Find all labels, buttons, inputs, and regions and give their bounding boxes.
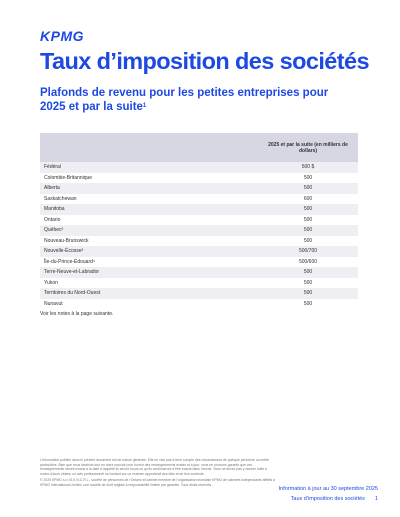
jurisdiction-cell: Terre-Neuve-et-Labrador bbox=[40, 267, 258, 278]
notes-reference: Voir les notes à la page suivante. bbox=[40, 311, 114, 317]
threshold-value-cell: 500 bbox=[258, 236, 358, 247]
table-row bbox=[40, 204, 358, 215]
kpmg-logo: KPMG bbox=[40, 28, 84, 44]
jurisdiction-cell: Québec² bbox=[40, 225, 258, 236]
table-row bbox=[40, 257, 358, 268]
table-row bbox=[40, 215, 358, 226]
table-row bbox=[40, 299, 358, 310]
table-row bbox=[40, 246, 358, 257]
jurisdiction-cell: Nouveau-Brunswick bbox=[40, 236, 258, 247]
table-body bbox=[40, 162, 358, 309]
threshold-value-cell: 500 bbox=[258, 299, 358, 310]
jurisdiction-cell: Saskatchewan bbox=[40, 194, 258, 205]
threshold-value-cell: 500 bbox=[258, 267, 358, 278]
table-header-row bbox=[40, 133, 358, 162]
page-number: 1 bbox=[374, 496, 378, 502]
threshold-value-cell: 500 bbox=[258, 278, 358, 289]
table-row bbox=[40, 194, 358, 205]
copyright-paragraph: © 2025 KPMG s.r.l./S.E.N.C.R.L., société de personnes de l’Ontario et cabinet membre de l’organisation mondiale KPMG de cabinets indépendants affiliés à KPMG International Limited, une société de droit anglais à responsabilité limitée par garantie. Tous droits réservés. bbox=[40, 478, 276, 487]
jurisdiction-cell: Ontario bbox=[40, 215, 258, 226]
footer-title: Taux d’imposition des sociétés bbox=[290, 496, 365, 502]
jurisdiction-cell: Yukon bbox=[40, 278, 258, 289]
page-title: Taux d’imposition des sociétés bbox=[40, 48, 369, 74]
table-row bbox=[40, 278, 358, 289]
table-row bbox=[40, 225, 358, 236]
subtitle-text: Plafonds de revenu pour les petites entreprises pour 2025 et par la suite bbox=[40, 87, 329, 113]
disclaimer bbox=[40, 458, 275, 490]
table-row bbox=[40, 183, 358, 194]
threshold-value-cell: 500/700 bbox=[258, 246, 358, 257]
jurisdiction-cell: Nunavut bbox=[40, 299, 258, 310]
table-row bbox=[40, 267, 358, 278]
threshold-value-cell: 500 bbox=[258, 215, 358, 226]
jurisdiction-cell: Fédéral bbox=[40, 162, 258, 173]
table-row bbox=[40, 288, 358, 299]
jurisdiction-cell: Manitoba bbox=[40, 204, 258, 215]
jurisdiction-cell: Alberta bbox=[40, 183, 258, 194]
jurisdiction-column-header bbox=[40, 133, 258, 162]
threshold-value-cell: 600 bbox=[258, 194, 358, 205]
footer-date: Information à jour au 30 septembre 2025 bbox=[278, 486, 378, 492]
table-row bbox=[40, 173, 358, 184]
year-column-header: 2025 et par la suite (en milliers de dollars) bbox=[258, 133, 358, 162]
table-row bbox=[40, 236, 358, 247]
page-subtitle bbox=[40, 86, 340, 114]
jurisdiction-cell: Colombie-Britannique bbox=[40, 173, 258, 184]
threshold-value-cell: 500 bbox=[258, 183, 358, 194]
table-row bbox=[40, 162, 358, 173]
jurisdiction-cell: Île-du-Prince-Édouard⁴ bbox=[40, 257, 258, 268]
threshold-value-cell: 500 $ bbox=[258, 162, 358, 173]
footer-title-block bbox=[291, 496, 378, 502]
threshold-value-cell: 500/600 bbox=[258, 257, 358, 268]
threshold-value-cell: 500 bbox=[258, 288, 358, 299]
jurisdiction-cell: Territoires du Nord-Ouest bbox=[40, 288, 258, 299]
jurisdiction-cell: Nouvelle-Écosse³ bbox=[40, 246, 258, 257]
threshold-value-cell: 500 bbox=[258, 173, 358, 184]
threshold-value-cell: 500 bbox=[258, 225, 358, 236]
subtitle-footnote-marker: 1 bbox=[142, 103, 147, 109]
threshold-value-cell: 500 bbox=[258, 204, 358, 215]
disclaimer-paragraph: L’information publiée dans le présent document est de nature générale. Elle ne vise pas à tenir compte des circonstances de quelque personne ou entité particulière. Bien que nous fassions tout en notre pouvoir pour fournir des renseignements exacts et à jour, nous ne pouvons garantir que ces renseignements seront exacts à la date à laquelle ils seront reçus ou qu’ils continueront d’être exacts dans l’avenir. Vous ne devez pas y donner suite à moins d’avoir obtenu un avis professionnel se fondant sur un examen approfondi des faits et de leur contexte. bbox=[40, 458, 269, 476]
income-thresholds-table bbox=[40, 133, 358, 309]
